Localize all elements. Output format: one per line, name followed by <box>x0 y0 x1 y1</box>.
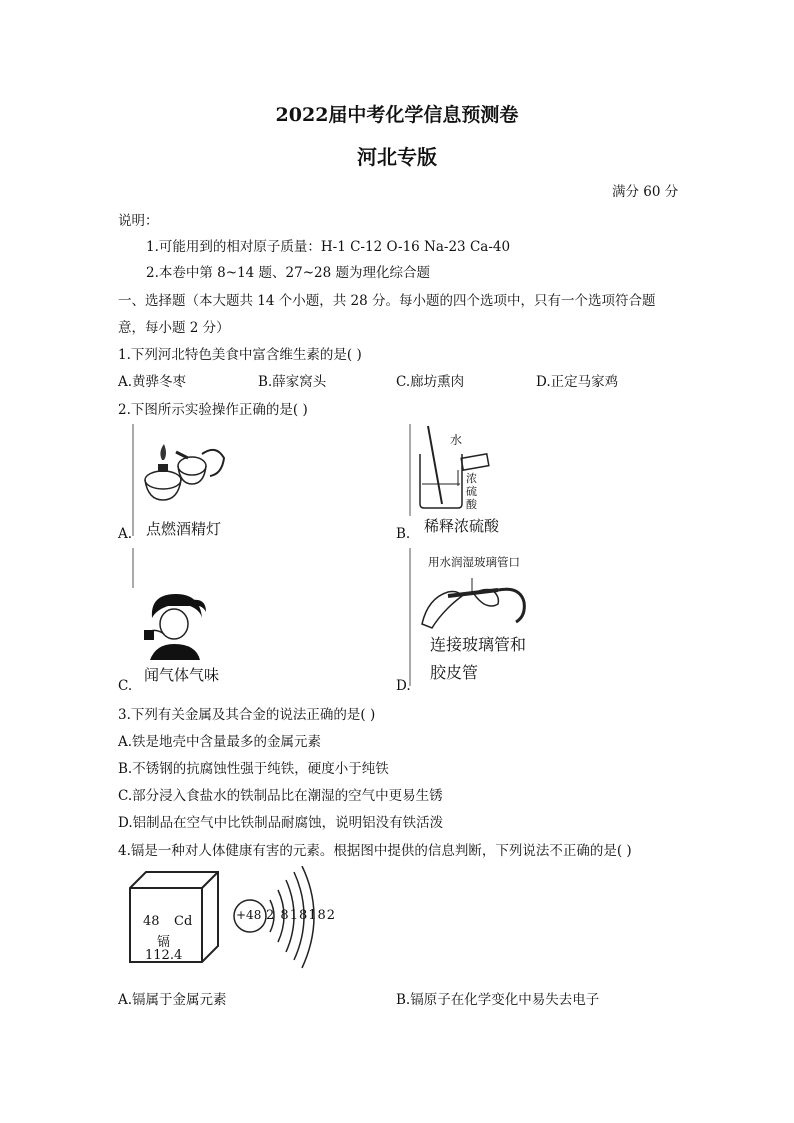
element-atomic-number: 48 <box>143 914 160 929</box>
section-heading-line1: 一、选择题（本大题共 14 个小题，共 28 分。每小题的四个选项中，只有一个选项符合题 <box>118 293 656 309</box>
figure-b-caption: 稀释浓硫酸 <box>424 517 500 535</box>
element-mass: 112.4 <box>145 948 183 963</box>
full-score: 满分 60 分 <box>612 184 679 200</box>
question-1-stem: 1.下列河北特色美食中富含维生素的是( ) <box>118 347 362 363</box>
shell-4: 18 <box>308 908 327 923</box>
shell-2: 8 <box>280 908 290 923</box>
question-4-option-b: B.镉原子在化学变化中易失去电子 <box>396 992 600 1008</box>
atom-nucleus-charge: +48 <box>236 908 262 922</box>
section-heading-line2: 意，每小题 2 分） <box>118 320 230 336</box>
figure-d-caption-line2: 胶皮管 <box>430 663 479 682</box>
figure-c-caption: 闻气体气味 <box>144 666 220 684</box>
note-item-1: 1.可能用到的相对原子质量：H-1 C-12 O-16 Na-23 Ca-40 <box>146 239 511 255</box>
question-3-option-b: B.不锈钢的抗腐蚀性强于纯铁，硬度小于纯铁 <box>118 761 389 777</box>
figure-b-acid-char-2: 硫 <box>466 485 477 498</box>
figure-b-dilute-acid <box>408 424 518 516</box>
question-3-option-c: C.部分浸入食盐水的铁制品比在潮湿的空气中更易生锈 <box>118 788 443 804</box>
figure-b-water-label: 水 <box>450 433 463 447</box>
figure-b-acid-char-3: 酸 <box>466 498 477 511</box>
figure-d-top-label: 用水润湿玻璃管口 <box>428 555 520 569</box>
shell-1: 2 <box>266 908 276 923</box>
question-3-option-d: D.铝制品在空气中比铁制品耐腐蚀，说明铝没有铁活泼 <box>118 815 444 831</box>
question-1-option-d: D.正定马家鸡 <box>536 374 619 390</box>
notes-heading: 说明： <box>118 213 159 229</box>
shell-3: 18 <box>289 908 309 923</box>
page-subtitle: 河北专版 <box>357 145 437 169</box>
figure-a-caption: 点燃酒精灯 <box>146 520 222 538</box>
figure-b-acid-label <box>466 472 480 511</box>
question-2-stem: 2.下图所示实验操作正确的是( ) <box>118 402 308 418</box>
question-1-option-a: A.黄骅冬枣 <box>118 374 187 390</box>
question-2-option-c: C. <box>118 678 133 694</box>
note-item-2: 2.本卷中第 8~14 题、27~28 题为理化综合题 <box>146 265 431 281</box>
question-2-option-b: B. <box>396 526 411 542</box>
figure-b-acid-char-1: 浓 <box>466 472 477 485</box>
page-title: 2022届中考化学信息预测卷 <box>275 104 519 126</box>
question-3-option-a: A.铁是地壳中含量最多的金属元素 <box>118 734 322 750</box>
element-symbol: Cd <box>174 914 193 929</box>
question-2-option-d: D. <box>396 678 411 694</box>
figure-d-caption-line1: 连接玻璃管和 <box>430 635 527 654</box>
question-4-stem: 4.镉是一种对人体健康有害的元素。根据图中提供的信息判断，下列说法不正确的是( ) <box>118 843 632 859</box>
shell-5: 2 <box>326 908 337 923</box>
question-1-option-c: C.廊坊熏肉 <box>396 374 465 390</box>
question-1-option-b: B.薛家窝头 <box>258 374 327 390</box>
atom-shell-electrons <box>266 908 336 923</box>
question-2-option-a: A. <box>118 526 133 542</box>
question-3-stem: 3.下列有关金属及其合金的说法正确的是( ) <box>118 707 376 723</box>
element-name: 镉 <box>157 935 171 950</box>
question-4-option-a: A.镉属于金属元素 <box>118 992 227 1008</box>
